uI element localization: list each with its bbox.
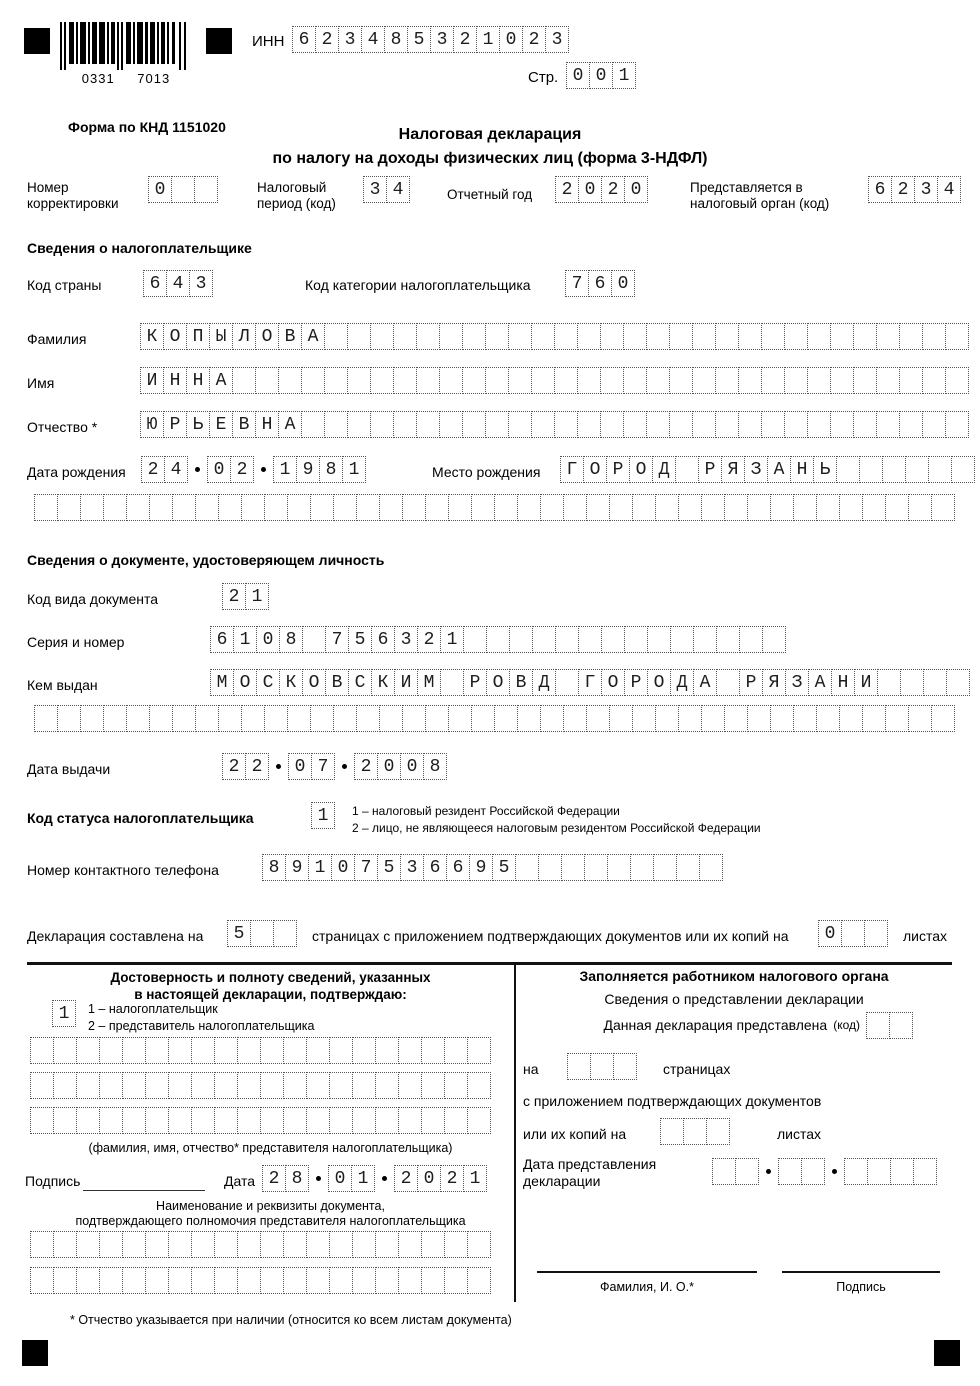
authority-doc-row-1[interactable] bbox=[30, 1231, 491, 1258]
official-fio-signature-line[interactable] bbox=[537, 1271, 757, 1273]
patronymic-label: Отчество * bbox=[27, 419, 98, 435]
patronymic-cells[interactable]: Ю Р Ь Е В Н А bbox=[140, 411, 969, 438]
official-date-label: Дата представления декларации bbox=[523, 1156, 657, 1189]
report-year-cells[interactable]: 2 0 2 0 bbox=[555, 176, 648, 203]
phone-cells[interactable]: 8 9 1 0 7 5 3 6 6 9 5 bbox=[262, 854, 723, 881]
confirm-note-2: 2 – представитель налогоплательщика bbox=[88, 1019, 315, 1033]
doc-type-label: Код вида документа bbox=[27, 591, 159, 607]
authority-doc-row-2[interactable] bbox=[30, 1267, 491, 1294]
pages-count-cells[interactable]: 5 bbox=[227, 920, 297, 947]
official-date-cells[interactable] bbox=[712, 1158, 937, 1185]
tax-period-label: Налоговый период (код) bbox=[257, 180, 336, 211]
pages-line-middle: страницах с приложением подтверждающих документов или их копий на bbox=[312, 928, 789, 944]
representative-fio-row-3[interactable] bbox=[30, 1107, 491, 1134]
birthplace-label: Место рождения bbox=[432, 464, 541, 480]
report-year-label: Отчетный год bbox=[447, 187, 533, 202]
surname-cells[interactable]: К О П Ы Л О В А bbox=[140, 323, 969, 350]
bottom-box-divider bbox=[514, 962, 516, 1302]
representative-fio-caption: (фамилия, имя, отчество* представителя налогоплательщика) bbox=[88, 1141, 453, 1155]
signature-label: Подпись bbox=[25, 1173, 81, 1189]
series-number-cells[interactable]: 6 1 0 8 7 5 6 3 2 1 bbox=[210, 626, 786, 653]
authority-doc-caption-line2: подтверждающего полномочия представителя налогоплательщика bbox=[75, 1214, 466, 1228]
status-code-cells[interactable]: 1 bbox=[311, 802, 335, 829]
doc-type-cells[interactable]: 2 1 bbox=[222, 583, 269, 610]
taxpayer-section-title: Сведения о налогоплательщике bbox=[27, 240, 252, 256]
registration-mark-top-left bbox=[24, 28, 50, 54]
status-code-label: Код статуса налогоплательщика bbox=[27, 810, 254, 826]
page-number-cells[interactable]: 0 0 1 bbox=[566, 62, 636, 89]
official-copies-label: или их копий на bbox=[523, 1126, 627, 1142]
correction-label: Номер корректировки bbox=[27, 180, 119, 211]
representative-fio-row-2[interactable] bbox=[30, 1072, 491, 1099]
official-title: Заполняется работником налогового органа bbox=[579, 968, 889, 984]
page-subtitle: по налогу на доходы физических лиц (форма 3-НДФЛ) bbox=[272, 150, 708, 167]
official-pages-cells[interactable] bbox=[567, 1053, 637, 1080]
submitted-row bbox=[523, 1012, 913, 1039]
form-code: Форма по КНД 1151020 bbox=[68, 119, 226, 135]
official-copies-suffix: листах bbox=[777, 1126, 822, 1142]
official-on-label: на bbox=[523, 1061, 539, 1077]
firstname-cells[interactable]: И Н Н А bbox=[140, 367, 969, 394]
tax-period-cells[interactable]: 3 4 bbox=[363, 176, 410, 203]
pages-line-suffix: листах bbox=[903, 928, 948, 944]
birthdate-cells[interactable]: 2 4 0 2 1 9 8 1 bbox=[141, 456, 366, 483]
official-signature-line[interactable] bbox=[782, 1271, 940, 1273]
surname-label: Фамилия bbox=[27, 331, 87, 347]
representative-fio-row-1[interactable] bbox=[30, 1037, 491, 1064]
submitted-label: Данная декларация представлена bbox=[603, 1017, 828, 1033]
official-attach-line: с приложением подтверждающих документов bbox=[523, 1093, 822, 1109]
official-fio-signature-label: Фамилия, И. О.* bbox=[599, 1280, 694, 1294]
footnote: * Отчество указывается при наличии (относится ко всем листам документа) bbox=[70, 1313, 512, 1327]
phone-label: Номер контактного телефона bbox=[27, 862, 219, 878]
series-number-label: Серия и номер bbox=[27, 634, 125, 650]
submitted-code-label: (код) bbox=[833, 1018, 860, 1032]
confirm-note-1: 1 – налогоплательщик bbox=[88, 1002, 218, 1016]
sign-date-label: Дата bbox=[224, 1173, 256, 1189]
sheets-count-cells[interactable]: 0 bbox=[818, 920, 888, 947]
registration-mark-top-right bbox=[206, 28, 232, 54]
official-signature-label: Подпись bbox=[836, 1280, 886, 1294]
page-number-label: Стр. bbox=[528, 69, 559, 86]
issued-by-continuation-cells[interactable] bbox=[34, 705, 955, 732]
issue-date-cells[interactable]: 2 2 0 7 2 0 0 8 bbox=[222, 753, 447, 780]
country-code-label: Код страны bbox=[27, 277, 102, 293]
firstname-label: Имя bbox=[27, 375, 55, 391]
official-subtitle: Сведения о представлении декларации bbox=[604, 991, 864, 1007]
status-note-2: 2 – лицо, не являющееся налоговым резидентом Российской Федерации bbox=[352, 821, 761, 835]
confirm-title-line2: в настоящей декларации, подтверждаю: bbox=[134, 987, 407, 1002]
bottom-box-top-border bbox=[27, 962, 952, 965]
registration-mark-bottom-right bbox=[934, 1340, 960, 1366]
barcode-digits: 0331 7013 bbox=[81, 71, 171, 86]
registration-mark-bottom-left bbox=[22, 1340, 48, 1366]
authority-doc-caption-line1: Наименование и реквизиты документа, bbox=[156, 1199, 385, 1213]
issued-by-label: Кем выдан bbox=[27, 677, 98, 693]
official-pages-suffix: страницах bbox=[663, 1061, 731, 1077]
correction-cells[interactable]: 0 bbox=[148, 176, 218, 203]
country-code-cells[interactable]: 6 4 3 bbox=[143, 270, 213, 297]
sign-date-cells[interactable]: 2 8 0 1 2 0 2 1 bbox=[262, 1165, 487, 1192]
pages-line-prefix: Декларация составлена на bbox=[27, 928, 204, 944]
page-title: Налоговая декларация bbox=[398, 126, 582, 143]
tax-authority-label: Представляется в налоговый орган (код) bbox=[690, 180, 830, 211]
birthplace-cells[interactable]: Г О Р О Д Р Я З А Н Ь bbox=[560, 456, 975, 483]
birthplace-continuation-cells[interactable] bbox=[34, 494, 955, 521]
issue-date-label: Дата выдачи bbox=[27, 761, 111, 777]
category-code-label: Код категории налогоплательщика bbox=[305, 277, 531, 293]
category-code-cells[interactable]: 7 6 0 bbox=[565, 270, 635, 297]
confirm-code-cells[interactable]: 1 bbox=[52, 1000, 76, 1027]
inn-cells[interactable]: 6 2 3 4 8 5 3 2 1 0 2 3 bbox=[292, 26, 569, 53]
submitted-code-cells[interactable] bbox=[866, 1012, 913, 1039]
birthdate-label: Дата рождения bbox=[27, 464, 126, 480]
signature-line[interactable] bbox=[83, 1170, 205, 1191]
issued-by-cells[interactable]: М О С К О В С К И М Р О В Д Г О Р О Д А Р Я З А Н И bbox=[210, 669, 970, 696]
tax-authority-cells[interactable]: 6 2 3 4 bbox=[868, 176, 961, 203]
inn-label: ИНН bbox=[252, 33, 285, 50]
status-note-1: 1 – налоговый резидент Российской Федерации bbox=[352, 804, 620, 818]
document-section-title: Сведения о документе, удостоверяющем личность bbox=[27, 552, 385, 568]
confirm-title-line1: Достоверность и полноту сведений, указанных bbox=[110, 970, 431, 985]
official-copies-cells[interactable] bbox=[660, 1118, 730, 1145]
barcode bbox=[60, 22, 192, 70]
